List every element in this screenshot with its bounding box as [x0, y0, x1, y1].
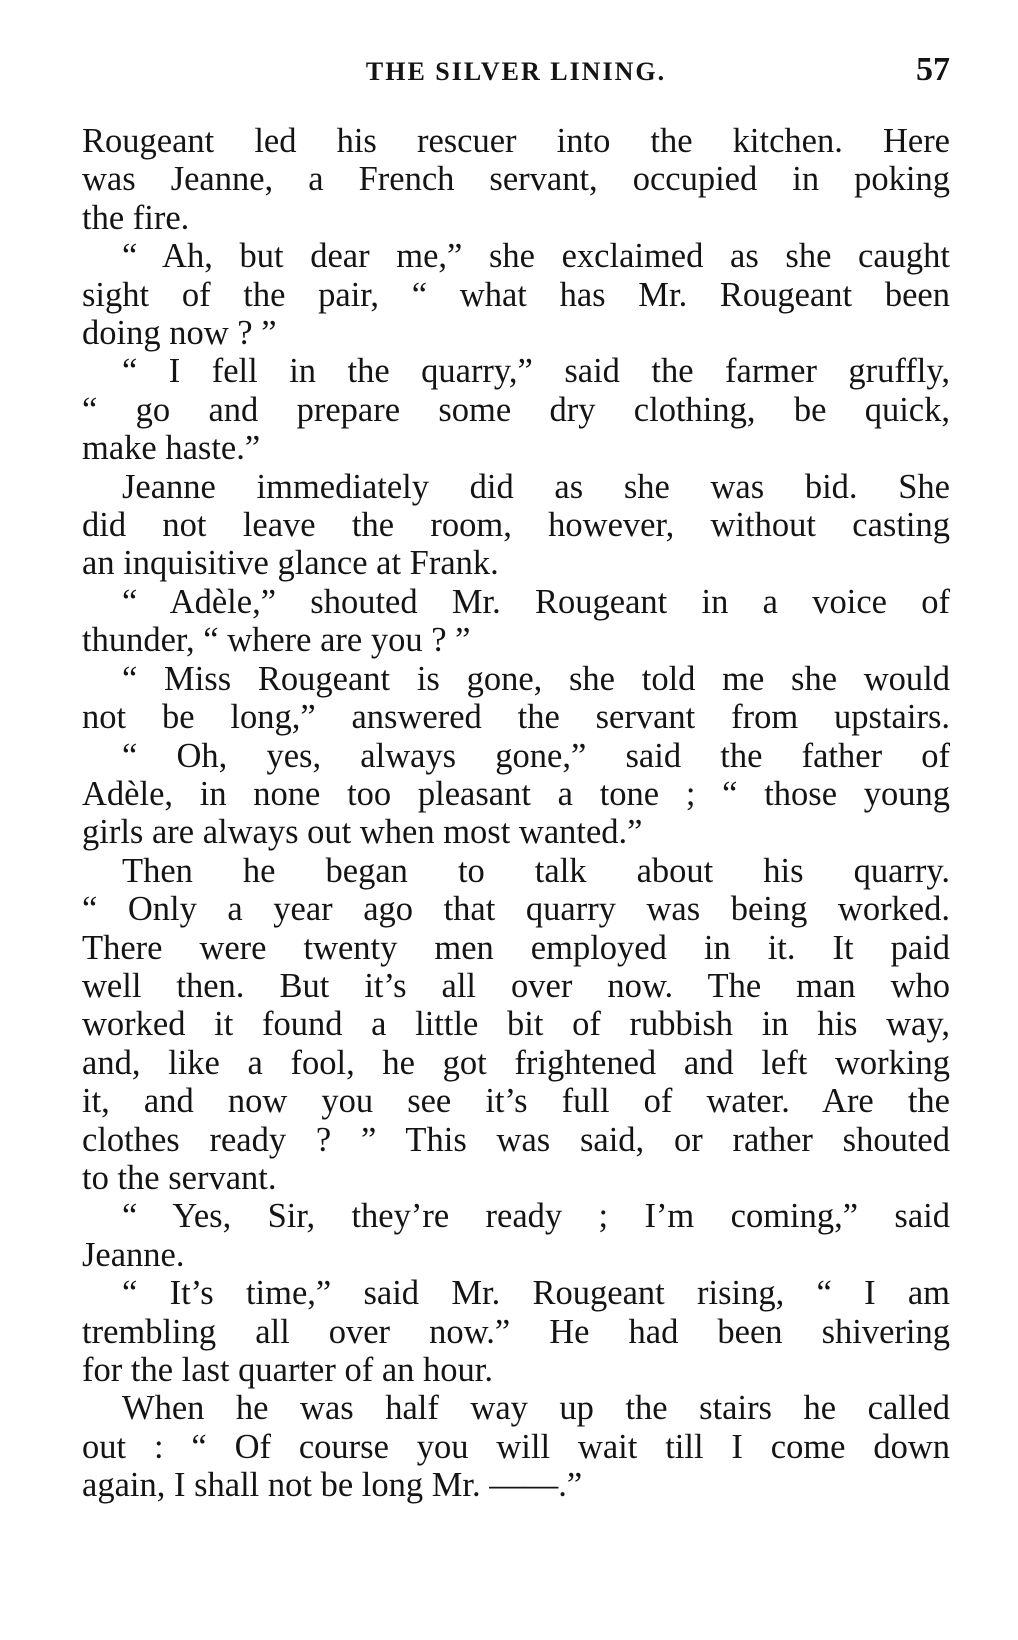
text-line: an inquisitive glance at Frank.	[82, 544, 499, 583]
text-line: “ go and prepare some dry clothing, be quick,	[82, 390, 950, 429]
text-line: Rougeant led his rescuer into the kitchen. Here	[82, 122, 950, 160]
paragraph	[82, 583, 950, 660]
paragraph	[82, 237, 950, 352]
body-text	[82, 122, 950, 1505]
text-line: sight of the pair, “ what has Mr. Rougeant been	[82, 275, 950, 314]
text-line: worked it found a little bit of rubbish in his way,	[82, 1005, 950, 1044]
paragraph	[82, 660, 950, 737]
paragraph	[82, 468, 950, 583]
text-line: “ Miss Rougeant is gone, she told me she would	[122, 659, 950, 698]
text-line: the fire.	[82, 198, 190, 237]
text-line: When he was half way up the stairs he called	[122, 1389, 950, 1428]
text-line: it, and now you see it’s full of water. Are the	[82, 1082, 950, 1121]
text-line: “ I fell in the quarry,” said the farmer gruffly,	[122, 352, 950, 391]
text-line: make haste.”	[82, 429, 261, 468]
text-line: out : “ Of course you will wait till I come down	[82, 1427, 950, 1466]
running-title: THE SILVER LINING.	[365, 57, 667, 86]
running-head	[80, 52, 952, 92]
text-line: not be long,” answered the servant from upstairs.	[82, 698, 950, 737]
text-line: “ Ah, but dear me,” she exclaimed as she caught	[122, 237, 950, 276]
text-line: trembling all over now.” He had been shivering	[82, 1312, 950, 1351]
paragraph	[82, 352, 950, 467]
text-line: “ Oh, yes, always gone,” said the father of	[122, 736, 950, 775]
page-number: 57	[916, 51, 950, 88]
text-line: well then. But it’s all over now. The man who	[82, 966, 950, 1005]
paragraph	[82, 737, 950, 852]
text-line: was Jeanne, a French servant, occupied in poking	[82, 160, 950, 199]
text-line: Jeanne.	[82, 1235, 185, 1274]
text-line: and, like a fool, he got frightened and left working	[82, 1043, 950, 1082]
text-line: Then he began to talk about his quarry.	[122, 851, 950, 890]
text-line: There were twenty men employed in it. It paid	[82, 928, 950, 967]
text-line: again, I shall not be long Mr. ——.”	[82, 1466, 583, 1505]
paragraph	[82, 852, 950, 1198]
text-line: thunder, “ where are you ? ”	[82, 621, 471, 660]
text-line: “ Yes, Sir, they’re ready ; I’m coming,” said	[122, 1197, 950, 1236]
text-line: “ Only a year ago that quarry was being worked.	[82, 890, 950, 929]
text-line: for the last quarter of an hour.	[82, 1351, 493, 1389]
paragraph	[82, 122, 950, 237]
text-line: clothes ready ? ” This was said, or rather shouted	[82, 1120, 950, 1159]
text-line: to the servant.	[82, 1158, 277, 1197]
text-line: “ Adèle,” shouted Mr. Rougeant in a voice of	[122, 582, 950, 621]
text-line: doing now ? ”	[82, 314, 277, 353]
text-line: “ It’s time,” said Mr. Rougeant rising, “ I am	[122, 1274, 950, 1313]
paragraph	[82, 1274, 950, 1389]
paragraph	[82, 1389, 950, 1504]
text-line: girls are always out when most wanted.”	[82, 813, 643, 852]
text-line: Adèle, in none too pleasant a tone ; “ those young	[82, 774, 950, 813]
text-line: did not leave the room, however, without casting	[82, 506, 950, 545]
text-line: Jeanne immediately did as she was bid. She	[122, 467, 950, 506]
paragraph	[82, 1197, 950, 1274]
